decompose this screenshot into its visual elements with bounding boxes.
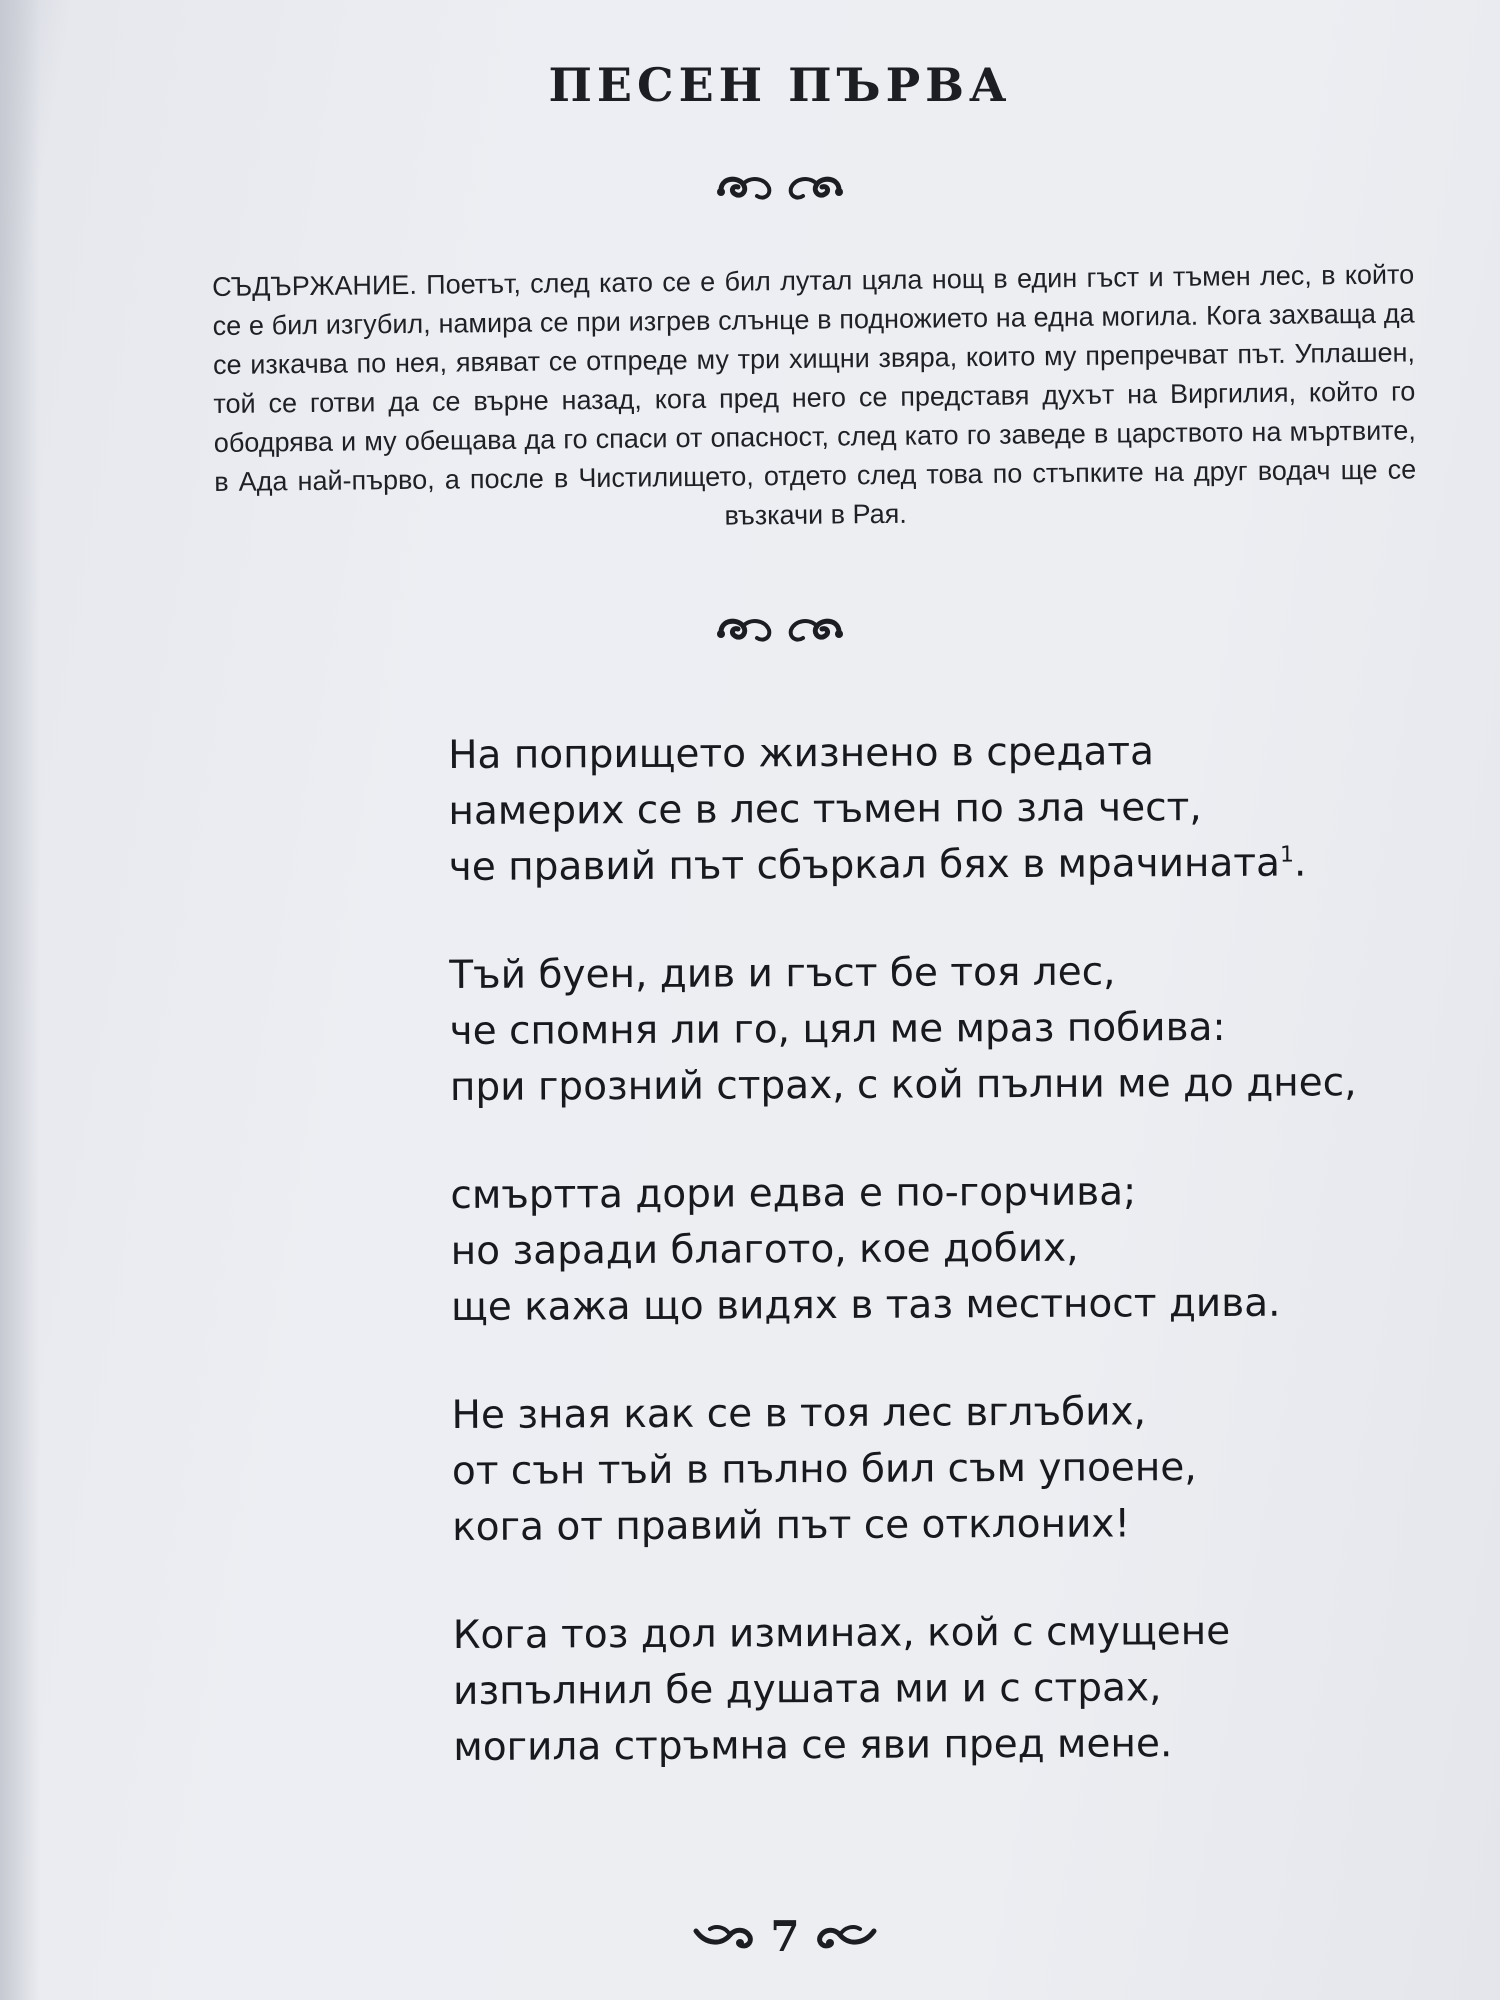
middle-ornament <box>0 612 1500 648</box>
verse-line: че спомня ли го, цял ме мраз побива: <box>449 1004 1226 1054</box>
verse-line: На попрището жизнено в средата <box>448 729 1155 778</box>
verse-line: от сън тъй в пълно бил съм упоене, <box>451 1445 1197 1494</box>
stanza <box>453 1603 1354 1776</box>
verse-line: ще кажа що видях в таз местност дива. <box>450 1280 1281 1330</box>
verse-line: могила стръмна се яви пред мене. <box>453 1721 1173 1770</box>
binding-shadow <box>0 0 40 2000</box>
stanza <box>450 1163 1351 1336</box>
canto-title: ПЕСЕН ПЪРВА <box>548 58 1012 112</box>
stanza <box>451 1383 1352 1556</box>
stanza <box>449 943 1357 1116</box>
verse-line: Не зная как се в тоя лес вглъбих, <box>451 1389 1147 1438</box>
scroll-flourish-left-icon <box>715 170 773 206</box>
verse-line: при грозний страх, с кой пълни ме до днес, <box>449 1060 1357 1110</box>
scroll-flourish-left-icon <box>692 1921 754 1953</box>
scroll-flourish-right-icon <box>787 612 845 648</box>
verse-line: намерих се в лес тъмен по зла чест, <box>448 785 1202 834</box>
verse-line <box>449 835 1349 896</box>
footnote-reference[interactable]: 1 <box>1279 842 1295 868</box>
top-ornament <box>0 170 1500 206</box>
page-number: 7 <box>770 1912 800 1961</box>
page-footer <box>0 1912 1500 1961</box>
canto-summary: СЪДЪРЖАНИЕ. Поетът, след като се е бил лутал цяла нощ в един гъст и тъмен лес, в който се е бил изгубил, намира се при изгрев слънце в подножието на една могила. Кога захваща да се изкачва по нея, явяват се отпреде му три хищни звяра, които му препречват път. Уплашен, той се готви да се върне назад, кога пред него се представя духът на Виргилия, който го ободрява и му обещава да го спаси от опасност, след като го заведе в царството на мъртвите, в Ада най-първо, а после в Чистилището, отдето след това по стъпките на друг водач ще се възкачи в Рая. <box>212 259 1417 531</box>
verse-line: изпълнил бе душата ми и с страх, <box>452 1665 1162 1714</box>
verse-line: Кога тоз дол изминах, кой с смущене <box>452 1608 1231 1658</box>
poem-body <box>448 723 1357 1828</box>
stanza <box>448 723 1349 896</box>
scroll-flourish-right-icon <box>816 1921 878 1953</box>
scroll-flourish-left-icon <box>715 612 773 648</box>
verse-line: Тъй буен, див и гъст бе тоя лес, <box>449 949 1116 998</box>
scroll-flourish-right-icon <box>787 170 845 206</box>
verse-line-end: . <box>1293 840 1307 886</box>
verse-line: кога от правий път се отклоних! <box>452 1501 1131 1550</box>
verse-line: но заради благото, кое добих, <box>450 1225 1079 1274</box>
verse-line: смъртта дори едва е по-горчива; <box>450 1169 1137 1218</box>
verse-line-text: че правий път сбъркал бях в мрачината <box>448 840 1281 890</box>
